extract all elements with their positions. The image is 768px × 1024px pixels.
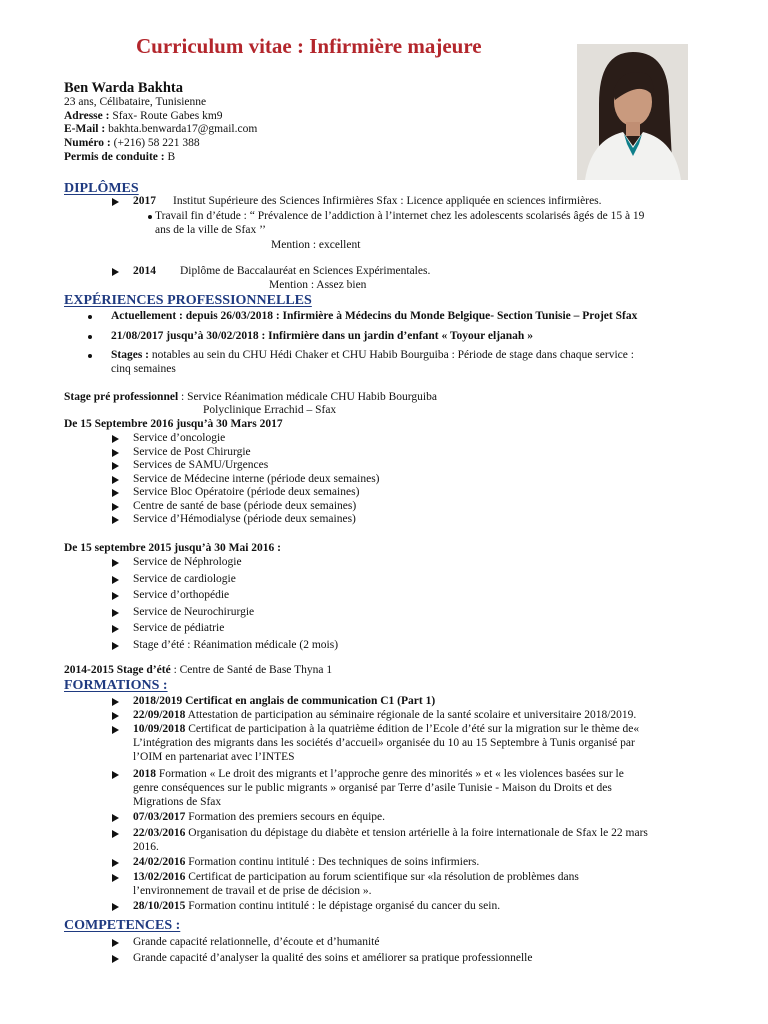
- arrow-bullet-icon: [112, 625, 119, 633]
- section-heading-experiences: EXPÉRIENCES PROFESSIONNELLES: [64, 293, 312, 308]
- dot-bullet-icon: [88, 315, 92, 319]
- formation-text: Formation « Le droit des migrants et l’approche genre des minorités » et « les violences basées sur le: [156, 768, 624, 780]
- diploma-mention: Mention : Assez bien: [269, 279, 367, 291]
- phone-label: Numéro :: [64, 137, 111, 149]
- summer-stage: [64, 664, 332, 678]
- address-label: Adresse :: [64, 110, 110, 122]
- arrow-bullet-icon: [112, 198, 119, 206]
- arrow-bullet-icon: [112, 516, 119, 524]
- formation-date: 24/02/2016: [133, 856, 186, 868]
- arrow-bullet-icon: [112, 609, 119, 617]
- service-item: Service d’oncologie: [133, 432, 226, 444]
- formation-text-continued: genre conséquences sur le public migrants » organisé par Terre d’asile Tunisie - Maison du Droits et des: [133, 782, 612, 794]
- arrow-bullet-icon: [112, 859, 119, 867]
- dot-bullet-icon: [88, 354, 92, 358]
- formation-text: Formation des premiers secours en équipe.: [185, 811, 385, 823]
- diploma-description: Diplôme de Baccalauréat en Sciences Expérimentales.: [180, 265, 431, 277]
- diploma-mention: Mention : excellent: [271, 239, 361, 251]
- service-item: Stage d’été : Réanimation médicale (2 mois): [133, 638, 339, 651]
- formation-item: [133, 856, 479, 870]
- pre-stage-text: : Service Réanimation médicale CHU Habib Bourguiba: [178, 391, 437, 403]
- section-heading-formations: FORMATIONS :: [64, 678, 168, 693]
- arrow-bullet-icon: [112, 830, 119, 838]
- email-value: bakhta.benwarda17@gmail.com: [105, 123, 258, 135]
- arrow-bullet-icon: [112, 726, 119, 734]
- period-heading: De 15 Septembre 2016 jusqu’à 30 Mars 2017: [64, 418, 283, 430]
- arrow-bullet-icon: [112, 592, 119, 600]
- formation-item: 2018/2019 Certificat en anglais de communication C1 (Part 1): [133, 695, 436, 707]
- formation-text-continued: 2016.: [133, 841, 159, 853]
- summer-stage-text: : Centre de Santé de Base Thyna 1: [170, 664, 333, 676]
- service-item: Service d’Hémodialyse (période deux semaines): [133, 513, 356, 525]
- arrow-bullet-icon: [112, 503, 119, 511]
- diploma-year: 2014: [133, 265, 156, 277]
- formation-text-continued: l’environnement de travail et de prise de décision ».: [133, 885, 372, 897]
- portrait-illustration: [577, 44, 688, 180]
- formation-text: Certificat de participation au forum scientifique sur «la résolution de problèmes dans: [185, 871, 579, 883]
- arrow-bullet-icon: [112, 462, 119, 470]
- service-item: Service Bloc Opératoire (période deux semaines): [133, 486, 360, 498]
- arrow-bullet-icon: [112, 268, 119, 276]
- formation-date: 22/03/2016: [133, 827, 186, 839]
- formation-date: 28/10/2015: [133, 900, 186, 912]
- arrow-bullet-icon: [112, 476, 119, 484]
- candidate-name: Ben Warda Bakhta: [64, 80, 183, 96]
- address-value: Sfax- Route Gabes km9: [109, 110, 223, 122]
- profile-photo: [577, 44, 688, 180]
- formation-item: [133, 768, 624, 782]
- stages-label: Stages :: [111, 349, 150, 361]
- email-label: E-Mail :: [64, 123, 106, 135]
- pre-stage-clinic: Polyclinique Errachid – Sfax: [203, 404, 337, 416]
- formation-date: 07/03/2017: [133, 811, 186, 823]
- service-item: Service de Post Chirurgie: [133, 445, 251, 458]
- experience-item-continued: cinq semaines: [111, 363, 176, 375]
- formation-item: [133, 871, 579, 885]
- arrow-bullet-icon: [112, 903, 119, 911]
- permit-value: B: [164, 151, 176, 163]
- formation-text: Organisation du dépistage du diabète et tension artérielle à la foire internationale de Sfax le 22 mars: [185, 827, 648, 839]
- formation-date: 22/09/2018: [133, 709, 186, 721]
- formation-text: Formation continu intitulé : Des techniques de soins infirmiers.: [185, 856, 480, 868]
- service-item: Service de cardiologie: [133, 572, 236, 585]
- service-item: Service de Médecine interne (période deux semaines): [133, 472, 380, 485]
- service-item: Services de SAMU/Urgences: [133, 459, 269, 471]
- arrow-bullet-icon: [112, 874, 119, 882]
- cv-title: Curriculum vitae : Infirmière majeure: [136, 34, 482, 58]
- arrow-bullet-icon: [112, 435, 119, 443]
- formation-text-continued: l’OIM en partenariat avec l’INTES: [133, 751, 295, 763]
- service-item: Service de Neurochirurgie: [133, 605, 255, 618]
- profile-line: 23 ans, Célibataire, Tunisienne: [64, 96, 207, 108]
- experience-item: [111, 349, 634, 363]
- service-item: Centre de santé de base (période deux semaines): [133, 499, 357, 512]
- formation-date: 10/09/2018: [133, 723, 186, 735]
- pre-stage-label: Stage pré professionnel: [64, 391, 179, 403]
- formation-text: Formation continu intitulé : le dépistage organisé du cancer du sein.: [185, 900, 501, 912]
- dot-bullet-icon: [88, 335, 92, 339]
- arrow-bullet-icon: [112, 939, 119, 947]
- diploma-description: Institut Supérieure des Sciences Infirmières Sfax : Licence appliquée en sciences infirmières.: [173, 195, 602, 207]
- service-item: Service de pédiatrie: [133, 622, 225, 634]
- pre-professional-stage: [64, 391, 437, 405]
- section-heading-diplomes: DIPLÔMES: [64, 181, 139, 196]
- phone-line: [64, 137, 200, 151]
- email-line: [64, 123, 257, 137]
- period-heading: De 15 septembre 2015 jusqu’à 30 Mai 2016 :: [64, 542, 281, 554]
- competence-item: Grande capacité relationnelle, d’écoute et d’humanité: [133, 936, 380, 948]
- arrow-bullet-icon: [112, 642, 119, 650]
- formation-item: [133, 723, 639, 737]
- address-line: [64, 110, 223, 124]
- phone-value: (+216) 58 221 388: [110, 137, 200, 149]
- arrow-bullet-icon: [112, 576, 119, 584]
- formation-item: [133, 811, 385, 825]
- service-item: Service de Néphrologie: [133, 556, 242, 568]
- formation-text: Attestation de participation au séminaire régionale de la santé scolaire et universitaire 2018/2019.: [185, 709, 637, 721]
- formation-text-continued: Migrations de Sfax: [133, 796, 222, 808]
- arrow-bullet-icon: [112, 814, 119, 822]
- diploma-year: 2017: [133, 195, 156, 207]
- formation-item: [133, 827, 648, 841]
- competence-item: Grande capacité d’analyser la qualité des soins et améliorer sa pratique professionnelle: [133, 952, 533, 964]
- arrow-bullet-icon: [112, 559, 119, 567]
- formation-text: Certificat de participation à la quatrième édition de l’Ecole d’été sur la migration sur le thème de«: [185, 723, 640, 735]
- thesis-line: Travail fin d’étude : “ Prévalence de l’addiction à l’internet chez les adolescents scolarisés âgés de 15 à 19: [155, 210, 645, 222]
- dot-bullet-icon: [148, 215, 152, 219]
- service-item: Service d’orthopédie: [133, 589, 230, 601]
- formation-date: 2018: [133, 768, 156, 780]
- formation-item: [133, 709, 636, 723]
- formation-item: [133, 900, 500, 914]
- section-heading-competences: COMPETENCES :: [64, 918, 181, 933]
- thesis-line: ans de la ville de Sfax ’’: [155, 224, 266, 236]
- stages-text: notables au sein du CHU Hédi Chaker et CHU Habib Bourguiba : Période de stage dans chaque service :: [149, 349, 634, 361]
- formation-date: 13/02/2016: [133, 871, 186, 883]
- arrow-bullet-icon: [112, 489, 119, 497]
- permit-line: [64, 151, 175, 165]
- permit-label: Permis de conduite :: [64, 151, 165, 163]
- experience-item: 21/08/2017 jusqu’à 30/02/2018 : Infirmière dans un jardin d’enfant « Toyour eljanah »: [111, 330, 533, 342]
- experience-item: Actuellement : depuis 26/03/2018 : Infirmière à Médecins du Monde Belgique- Section Tunisie – Projet Sfax: [111, 310, 638, 322]
- arrow-bullet-icon: [112, 698, 119, 706]
- formation-text-continued: L’intégration des migrants dans les sociétés d’accueil» organisée du 10 au 15 Septembre à Tunis organisé par: [133, 737, 635, 749]
- arrow-bullet-icon: [112, 771, 119, 779]
- summer-stage-label: 2014-2015 Stage d’été: [64, 664, 171, 676]
- arrow-bullet-icon: [112, 712, 119, 720]
- arrow-bullet-icon: [112, 955, 119, 963]
- arrow-bullet-icon: [112, 449, 119, 457]
